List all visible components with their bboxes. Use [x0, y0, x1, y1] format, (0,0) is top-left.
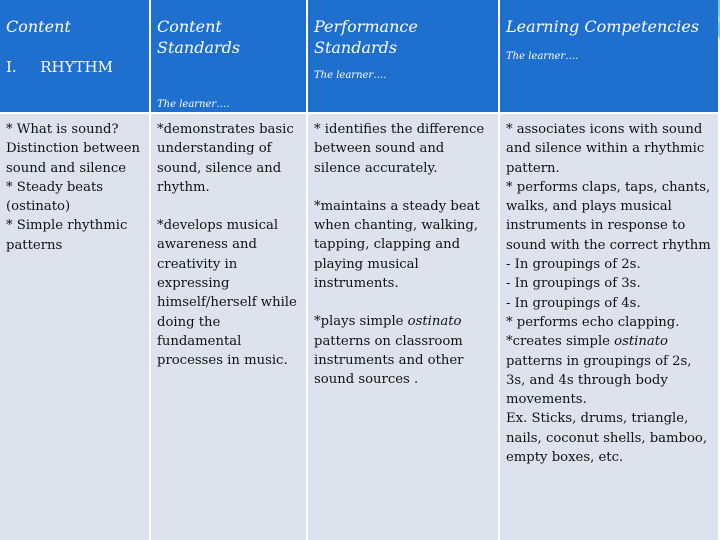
header-learning-competencies	[500, 0, 718, 112]
header-content-standards	[151, 0, 306, 112]
competencies-cell	[500, 114, 718, 540]
learning-competencies-title: Learning Competencies	[506, 17, 700, 36]
comp-part-a: * associates icons with sound and silence within a rhythmic pattern. * performs claps, taps, chants, walks, and plays musical instruments in response to sound with the correct rhythm - In groupings of 2s. - In groupings of 3s. - In groupings of 4s. * performs echo clapping. *creates simple	[506, 122, 711, 350]
ps3-ostinato: ostinato	[407, 314, 462, 330]
performance-standard-2: *maintains a steady beat when chanting, walking, tapping, clapping and playing musical instruments.	[314, 198, 480, 292]
ps3-part-a: *plays simple	[314, 314, 408, 330]
performance-standards-title: Performance Standards	[314, 17, 418, 57]
ps3-part-b: patterns on classroom instruments and other sound sources .	[314, 333, 464, 388]
learning-competencies-sub: The learner….	[506, 51, 579, 62]
top-border	[0, 112, 718, 114]
content-standard-1: *demonstrates basic understanding of sound, silence and rhythm.	[157, 122, 294, 195]
content-standards-sub: The learner….	[157, 99, 230, 110]
performance-standards-cell	[308, 114, 498, 540]
content-text: * What is sound? Distinction between sound and silence * Steady beats (ostinato) * Simple rhythmic patterns	[6, 122, 141, 253]
comp-part-b: patterns in groupings of 2s, 3s, and 4s through body movements. Ex. Sticks, drums, triangle, nails, coconut shells, bamboo, empty boxes, etc.	[506, 353, 708, 466]
comp-ostinato: ostinato	[614, 334, 668, 350]
content-standard-2: *develops musical awareness and creativity in expressing himself/herself while doing the fundamental processes in music.	[157, 218, 297, 369]
performance-standard-3	[314, 312, 494, 389]
performance-standards-sub: The learner….	[314, 70, 387, 81]
header-content	[0, 0, 149, 112]
topic-title: RHYTHM	[40, 58, 113, 76]
competencies-text	[506, 120, 714, 467]
performance-standard-1: * identifies the difference between sound and silence accurately.	[314, 122, 485, 176]
content-title: Content	[6, 17, 71, 36]
topic-number: I.	[6, 58, 17, 76]
content-standards-cell	[151, 114, 306, 540]
content-cell	[0, 114, 149, 540]
content-standards-title: Content Standards	[157, 17, 241, 57]
header-performance-standards	[308, 0, 498, 112]
topic-line	[6, 57, 141, 77]
